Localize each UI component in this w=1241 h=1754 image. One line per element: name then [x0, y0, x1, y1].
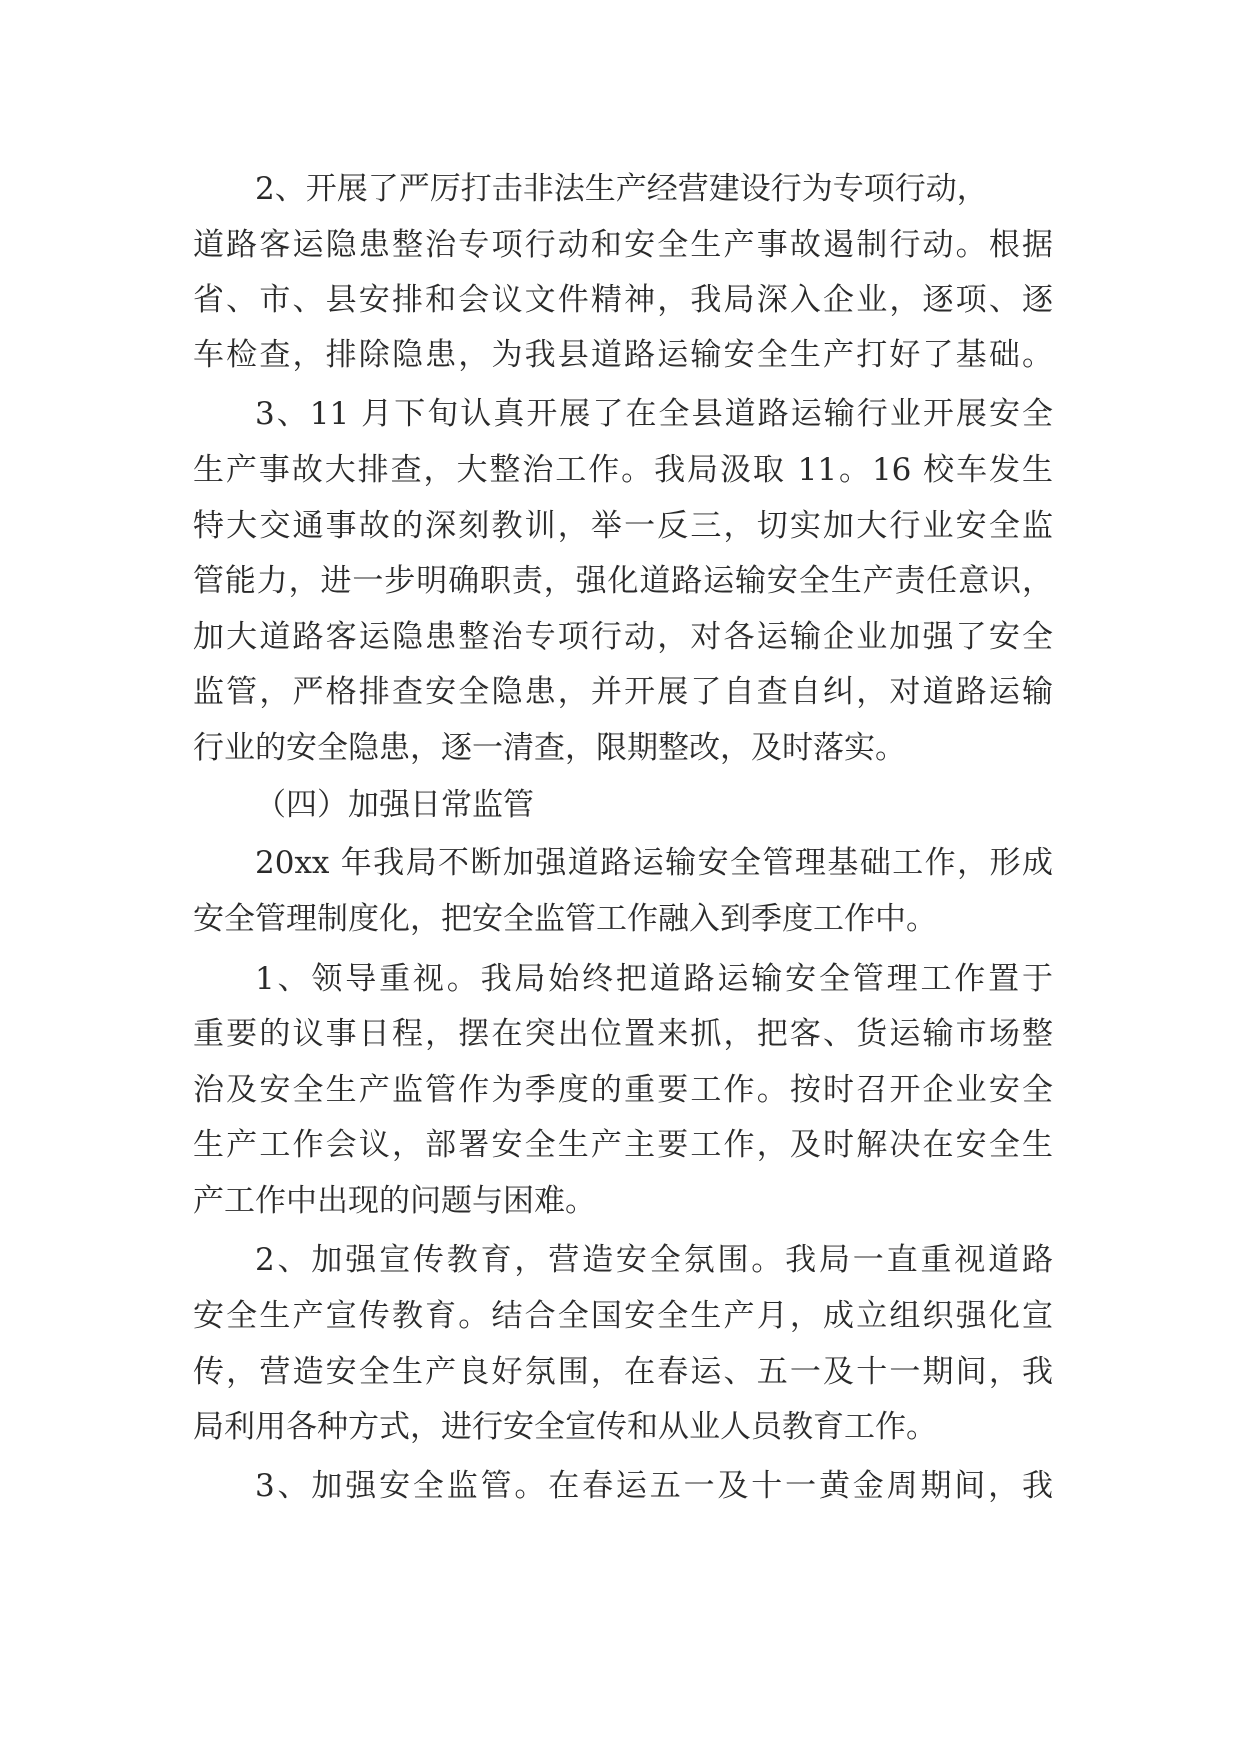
text-line-7: 特大交通事故的深刻教训，举一反三，切实加大行业安全监 — [193, 508, 1053, 544]
text-line-22: 传，营造安全生产良好氛围，在春运、五一及十一期间，我 — [193, 1354, 1053, 1390]
text-line-13: 20xx 年我局不断加强道路运输安全管理基础工作，形成 — [255, 845, 1053, 881]
text-line-3: 省、市、县安排和会议文件精神，我局深入企业，逐项、逐 — [193, 282, 1053, 318]
text-line-1: 2、开展了严厉打击非法生产经营建设行为专项行动， — [255, 171, 988, 207]
text-line-24: 3、加强安全监管。在春运五一及十一黄金周期间，我 — [255, 1468, 1053, 1504]
section-heading: （四）加强日常监管 — [255, 787, 534, 823]
text-line-9: 加大道路客运隐患整治专项行动，对各运输企业加强了安全 — [193, 619, 1053, 655]
text-line-23: 局利用各种方式，进行安全宣传和从业人员教育工作。 — [193, 1409, 937, 1445]
text-line-5: 3、11 月下旬认真开展了在全县道路运输行业开展安全 — [255, 396, 1053, 432]
text-line-19: 产工作中出现的问题与困难。 — [193, 1183, 596, 1219]
text-line-4: 车检查，排除隐患，为我县道路运输安全生产打好了基础。 — [193, 337, 1053, 373]
text-line-15: 1、领导重视。我局始终把道路运输安全管理工作置于 — [255, 961, 1053, 997]
text-line-11: 行业的安全隐患，逐一清查，限期整改，及时落实。 — [193, 730, 906, 766]
text-line-20: 2、加强宣传教育，营造安全氛围。我局一直重视道路 — [255, 1242, 1053, 1278]
text-line-10: 监管，严格排查安全隐患，并开展了自查自纠，对道路运输 — [193, 674, 1053, 710]
text-line-16: 重要的议事日程，摆在突出位置来抓，把客、货运输市场整 — [193, 1016, 1053, 1052]
text-line-14: 安全管理制度化，把安全监管工作融入到季度工作中。 — [193, 901, 937, 937]
text-line-18: 生产工作会议，部署安全生产主要工作，及时解决在安全生 — [193, 1127, 1053, 1163]
text-line-2: 道路客运隐患整治专项行动和安全生产事故遏制行动。根据 — [193, 227, 1053, 263]
text-line-21: 安全生产宣传教育。结合全国安全生产月，成立组织强化宣 — [193, 1298, 1053, 1334]
text-line-17: 治及安全生产监管作为季度的重要工作。按时召开企业安全 — [193, 1072, 1053, 1108]
text-line-8: 管能力，进一步明确职责，强化道路运输安全生产责任意识， — [193, 563, 1053, 599]
text-line-6: 生产事故大排查，大整治工作。我局汲取 11。16 校车发生 — [193, 452, 1053, 488]
